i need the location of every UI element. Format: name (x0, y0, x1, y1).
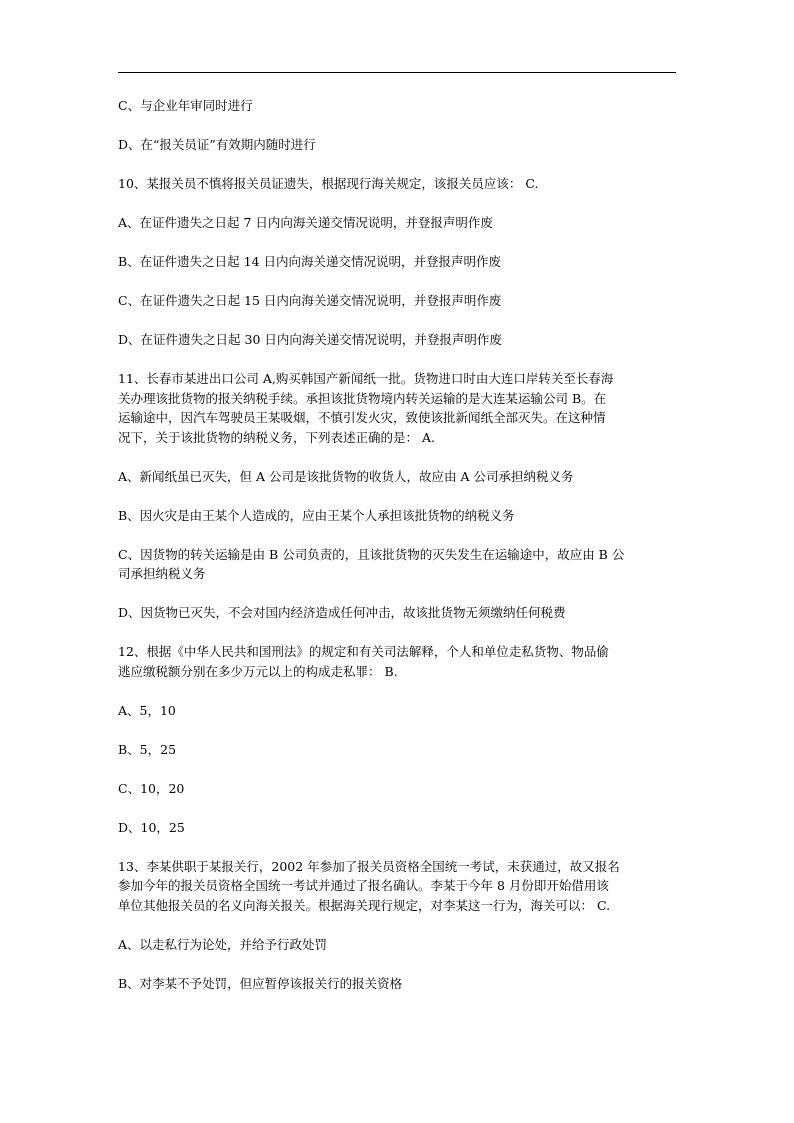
question-12: 12、根据《中华人民共和国刑法》的规定和有关司法解释，个人和单位走私货物、物品偷 逃应缴税额分别在多少万元以上的构成走私罪： B. (118, 644, 609, 679)
question-13: 13、李某供职于某报关行，2002 年参加了报关员资格全国统一考试，未获通过，故又报名 参加今年的报关员资格全国统一考试并通过了报名确认。李某于今年 8 月份即开始借用该 单位其他报关员的名义向海关报关。根据海关现行规定，对李某这一行为，海关可以： C. (118, 858, 620, 913)
q13-option-b: B、对李某不予处罚，但应暂停该报关行的报关资格 (118, 975, 403, 991)
q10-option-d: D、在证件遗失之日起 30 日内向海关递交情况说明，并登报声明作废 (118, 332, 502, 347)
q11-option-a: A、新闻纸虽已灭失，但 A 公司是该批货物的收货人，故应由 A 公司承担纳税义务 (118, 468, 574, 484)
q10-option-a: A、在证件遗失之日起 7 日内向海关递交情况说明，并登报声明作废 (118, 215, 493, 230)
q12-option-d: D、10，25 (118, 819, 185, 835)
q10-option-b: B、在证件遗失之日起 14 日内向海关递交情况说明，并登报声明作废 (118, 254, 502, 269)
question-11: 11、长春市某进出口公司 A,购买韩国产新闻纸一批。货物进口时由大连口岸转关至长春海 关办理该批货物的报关纳税手续。承担该批货物境内转关运输的是大连某运输公司 B。在 运输途中，因汽车驾驶员王某吸烟，不慎引发火灾，致使该批新闻纸全部灭失。在这种情 况下，关于该批货物的纳税义务，下列表述正确的是： A. (118, 371, 614, 445)
header-rule (118, 72, 676, 73)
q11-option-b: B、因火灾是由王某个人造成的，应由王某个人承担该批货物的纳税义务 (118, 507, 515, 523)
q11-option-d: D、因货物已灭失，不会对国内经济造成任何冲击，故该批货物无须缴纳任何税费 (118, 605, 566, 620)
q12-option-c: C、10，20 (118, 780, 185, 796)
q12-option-b: B、5，25 (118, 741, 177, 757)
q12-option-a: A、5，10 (118, 702, 176, 718)
q13-option-a: A、以走私行为论处，并给予行政处罚 (118, 936, 328, 952)
q11-option-c: C、因货物的转关运输是由 B 公司负责的，且该批货物的灭失发生在运输途中，故应由 B 公 司承担纳税义务 (118, 546, 625, 581)
document-body (118, 96, 678, 993)
option-d-anytime: D、在“报关员证”有效期内随时进行 (118, 137, 316, 152)
q10-option-c: C、在证件遗失之日起 15 日内向海关递交情况说明，并登报声明作废 (118, 293, 502, 308)
question-10: 10、某报关员不慎将报关员证遗失，根据现行海关规定，该报关员应该： C. (118, 176, 539, 191)
option-c-annual-review: C、与企业年审同时进行 (118, 98, 253, 113)
